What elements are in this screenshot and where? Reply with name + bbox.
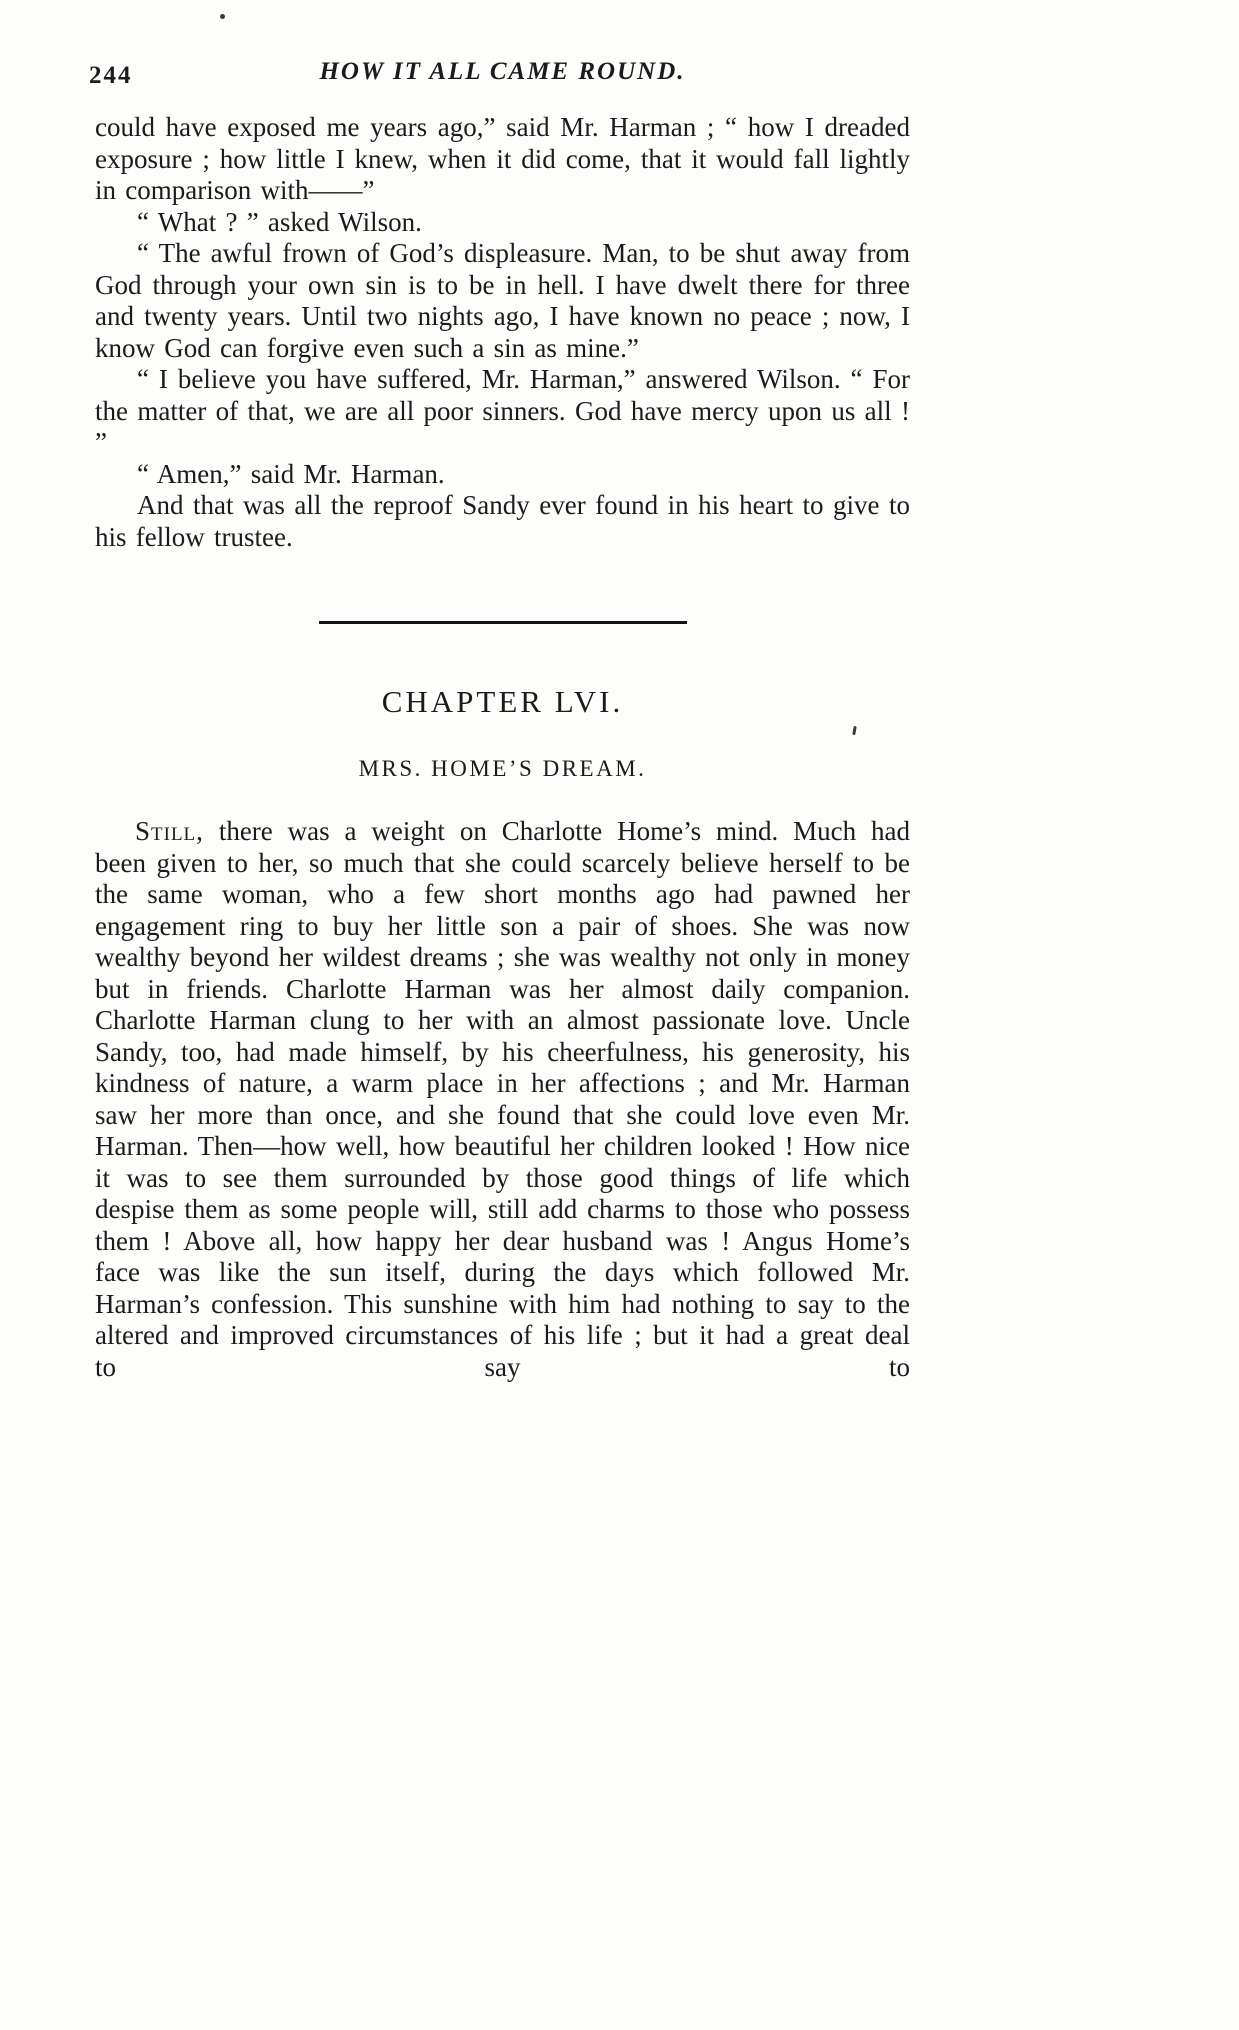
page-number: 244 xyxy=(89,62,133,89)
book-page xyxy=(89,58,910,1383)
page-header xyxy=(89,58,910,92)
chapter-heading: CHAPTER LVI. xyxy=(381,684,624,719)
continuation-text xyxy=(95,112,910,553)
paragraph: “ The awful frown of God’s displeasure. Man, to be shut away from God through your own sin is to be in hell. I have dwelt there for three and twenty years. Until two nights ago, I have known no peace ; now, I know God can forgive even such a sin as mine.” xyxy=(95,238,910,363)
section-divider-rule xyxy=(319,621,687,624)
lead-word-smallcaps: Still, xyxy=(135,816,204,846)
paragraph: “ What ? ” asked Wilson. xyxy=(137,206,422,237)
paragraph: And that was all the reproof Sandy ever found in his heart to give to his fellow trustee. xyxy=(95,490,910,552)
scan-artifact-dot xyxy=(220,14,225,19)
paragraph: “ Amen,” said Mr. Harman. xyxy=(137,458,445,489)
paragraph: could have exposed me years ago,” said Mr. Harman ; “ how I dreaded exposure ; how little I knew, when it did come, that it would fall lightly in comparison with——” xyxy=(95,112,910,205)
running-title: HOW IT ALL CAME ROUND. xyxy=(319,58,686,85)
paragraph-text: there was a weight on Charlotte Home’s mind. Much had been given to her, so much that she could scarcely believe herself to be the same woman, who a few short months ago had pawned her engagement ring to buy her little son a pair of shoes. She was now wealthy beyond her wildest dreams ; she was wealthy not only in money but in friends. Charlotte Harman was her almost daily companion. Charlotte Harman clung to her with an almost passionate love. Uncle Sandy, too, had made himself, by his cheerfulness, his generosity, his kindness of nature, a warm place in her affections ; and Mr. Harman saw her more than once, and she found that she could love even Mr. Harman. Then—how well, how beautiful her children looked ! How nice it was to see them surrounded by those good things of life which despise them as some people will, still add charms to those who possess them ! Above all, how happy her dear husband was ! Angus Home’s face was like the sun itself, during the days which followed Mr. Harman’s confession. This sunshine with him had nothing to say to the altered and improved circumstances of his life ; but it had a great deal to say to xyxy=(95,816,910,1382)
chapter-subtitle: MRS. HOME’S DREAM. xyxy=(358,756,647,781)
paragraph xyxy=(95,816,910,1383)
paragraph: “ I believe you have suffered, Mr. Harman,” answered Wilson. “ For the matter of that, we are all poor sinners. God have mercy upon us all ! ” xyxy=(95,364,910,457)
